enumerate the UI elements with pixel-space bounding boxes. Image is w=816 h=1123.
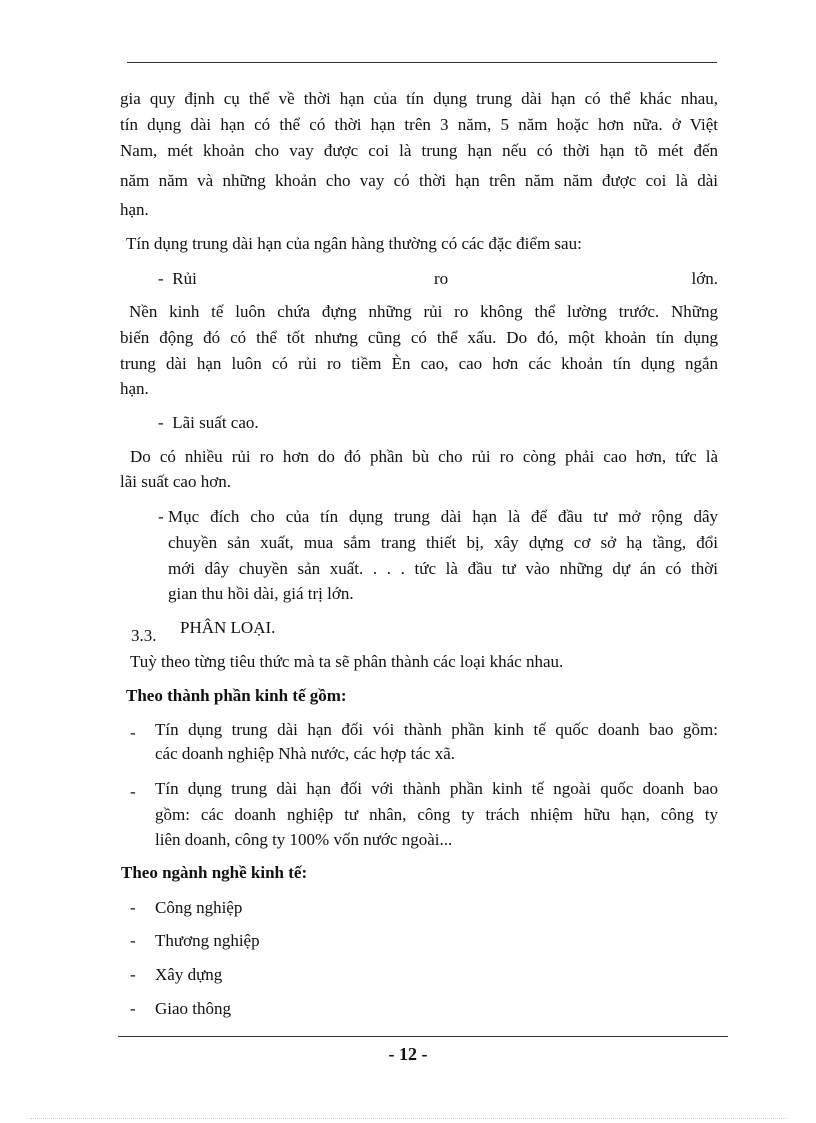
list-item: [130, 964, 222, 986]
paragraph-risk: [120, 299, 718, 377]
state-item-dash: -: [130, 723, 136, 742]
text-line: Tín dụng trung dài hạn đối vói thành phần kinh tế quốc doanh bao gồm:: [155, 720, 718, 739]
text-line: các doanh nghiệp Nhà nước, các hợp tác xã.: [155, 744, 456, 763]
text-line: Nam, mét khoản cho vay được coi là trung hạn nếu có thời hạn tõ mét đến: [120, 141, 718, 160]
list-item-text: Giao thông: [155, 999, 232, 1018]
header-rule: [127, 62, 717, 63]
bullet-purpose-dash: -: [158, 507, 164, 526]
text-line: gia quy định cụ thể về thời hạn của tín dụng trung dài hạn có thể khác nhau,: [120, 89, 718, 108]
heading-economic-sector: Theo thành phần kinh tế gồm:: [126, 686, 347, 705]
list-item: [130, 930, 260, 952]
dash-marker: -: [130, 999, 136, 1018]
text-line: lãi suất cao hơn.: [120, 472, 231, 491]
text-line: Mục đích cho của tín dụng trung dài hạn là để đầu tư mở rộng dây: [168, 507, 718, 526]
bullet-interest-text: Lãi suất cao.: [172, 413, 259, 432]
text-line: tín dụng dài hạn có thể có thời hạn trên 3 năm, 5 năm hoặc hơn nữa. ở Việt: [120, 115, 718, 134]
paragraph-interest: [120, 444, 718, 470]
list-item: [130, 998, 231, 1020]
text-line: mới dây chuyền sản xuất. . . . tức là đầu tư vào những dự án có thời: [168, 559, 718, 578]
text-line: Do có nhiều rủi ro hơn do đó phần bù cho rủi ro còng phải cao hơn, tức là: [130, 447, 718, 466]
text-line: hạn.: [120, 200, 149, 219]
dash-marker: -: [130, 931, 136, 950]
list-item: [130, 897, 242, 919]
text-line: gồm: các doanh nghiệp tư nhân, công ty trách nhiệm hữu hạn, công ty: [155, 805, 718, 824]
bullet-interest: [158, 412, 259, 434]
bullet-purpose: [168, 504, 718, 582]
section-number: 3.3.: [131, 626, 157, 645]
bullet-risk: [158, 268, 718, 290]
list-item-text: Công nghiệp: [155, 898, 243, 917]
dash-marker: -: [158, 413, 164, 432]
bullet-risk-word1: Rủi: [172, 269, 197, 288]
nonstate-item-dash: -: [130, 782, 136, 801]
section-title: PHÂN LOẠI.: [180, 618, 276, 637]
footer-rule: [118, 1036, 728, 1037]
nonstate-item: [155, 776, 718, 828]
dash-marker: -: [158, 269, 164, 288]
heading-industry: Theo ngành nghề kinh tế:: [121, 863, 308, 882]
text-line: chuyền sản xuất, mua sắm trang thiết bị, xây dựng cơ sở hạ tầng, đổi: [168, 533, 718, 552]
text-line: hạn.: [120, 379, 149, 398]
state-item: [155, 717, 718, 743]
text-line: năm năm và những khoản cho vay có thời hạn trên năm năm được coi là dài: [120, 171, 718, 190]
page-number: - 12 -: [388, 1044, 428, 1064]
dash-marker: -: [130, 965, 136, 984]
list-item-text: Xây dựng: [155, 965, 223, 984]
paragraph-1: [120, 86, 718, 194]
text-line: biến động đó có thể tốt nhưng cũng có thể xấu. Do đó, một khoản tín dụng: [120, 328, 718, 347]
paragraph-classification-intro: Tuỳ theo từng tiêu thức mà ta sẽ phân thành các loại khác nhau.: [130, 652, 564, 671]
bullet-risk-word2: ro: [434, 269, 449, 288]
list-item-text: Thương nghiệp: [155, 931, 260, 950]
page-edge-divider: [30, 1118, 786, 1119]
text-line: Tín dụng trung dài hạn đối với thành phần kinh tế ngoài quốc doanh bao: [155, 779, 718, 798]
dash-marker: -: [130, 898, 136, 917]
text-line: Nền kinh tế luôn chứa đựng những rủi ro không thể lường trước. Những: [129, 302, 718, 321]
paragraph-features-intro: Tín dụng trung dài hạn của ngân hàng thường có các đặc điểm sau:: [126, 234, 582, 253]
bullet-risk-word3: lớn.: [691, 269, 718, 288]
text-line: liên doanh, công ty 100% vốn nước ngoài...: [155, 830, 453, 849]
text-line: gian thu hồi dài, giá trị lớn.: [168, 584, 354, 603]
text-line: trung dài hạn luôn có rủi ro tiềm Èn cao, cao hơn các khoản tín dụng ngắn: [120, 354, 718, 373]
